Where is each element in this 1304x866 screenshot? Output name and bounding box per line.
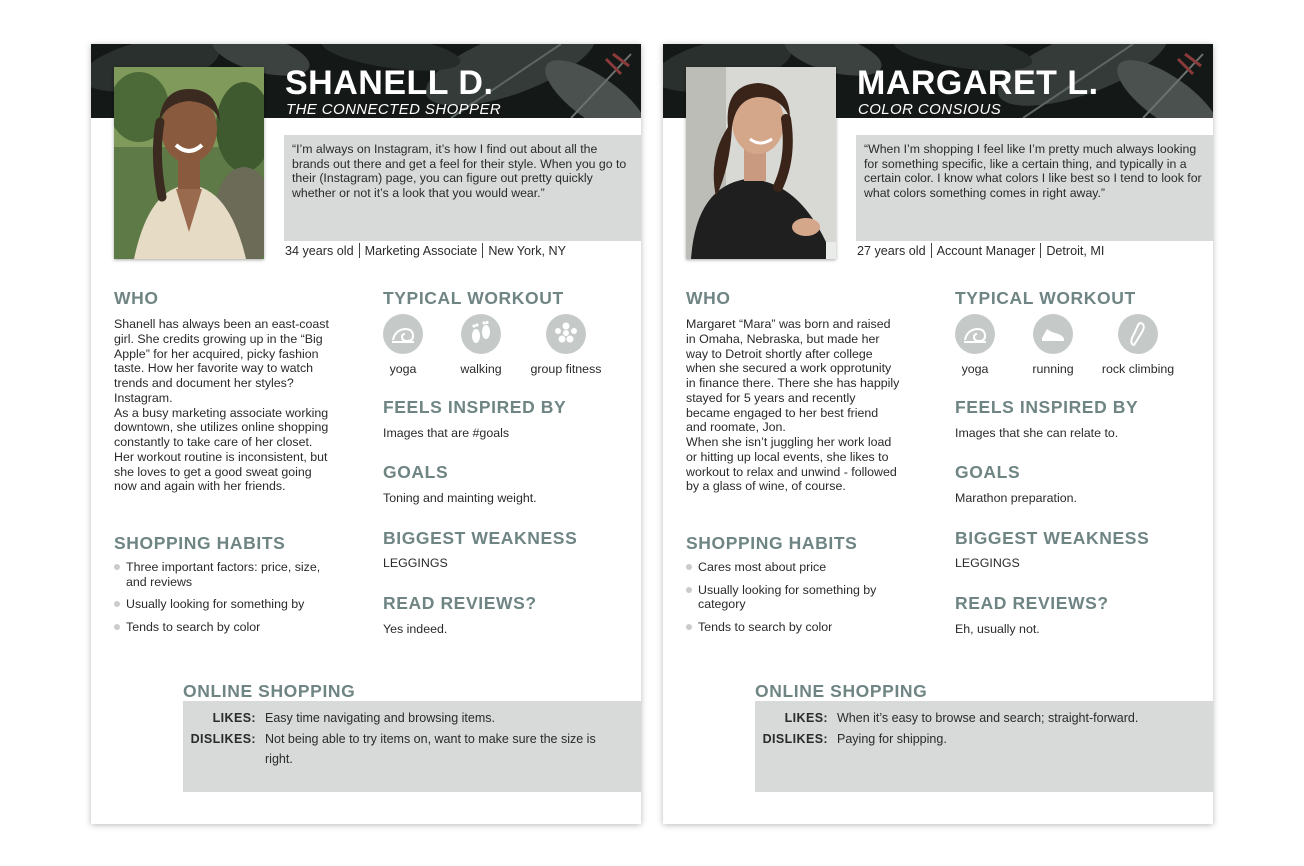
workout-label: group fitness — [530, 362, 602, 376]
who-paragraph: Shanell has always been an east-coast girl. She credits growing up in the “Big Apple” for her acquired, picky fashion taste. How her favorite way to watch trends and document her styles? Instagram. — [114, 317, 329, 405]
persona-job: Account Manager — [936, 244, 1036, 258]
likes-label: LIKES: — [784, 711, 828, 725]
persona-location: Detroit, MI — [1046, 244, 1105, 258]
feels-inspired-heading: FEELS INSPIRED BY — [955, 397, 1139, 417]
dislikes-label: DISLIKES: — [190, 732, 256, 746]
read-reviews-text: Yes indeed. — [383, 622, 448, 636]
shopping-habits-list — [686, 560, 911, 642]
persona-demographics — [857, 243, 1104, 258]
biggest-weakness-text: LEGGINGS — [383, 556, 448, 570]
persona-demographics — [285, 243, 566, 258]
workout-label: rock climbing — [1101, 362, 1175, 376]
typical-workout-heading: TYPICAL WORKOUT — [383, 288, 564, 308]
who-text — [686, 317, 901, 494]
workout-label: yoga — [961, 362, 989, 376]
footprints-icon — [461, 314, 501, 354]
shopping-habits-heading: SHOPPING HABITS — [686, 533, 858, 553]
persona-job: Marketing Associate — [364, 244, 478, 258]
persona-name: SHANELL D. — [285, 64, 494, 102]
bullet-icon — [686, 587, 692, 593]
workout-item — [358, 314, 448, 376]
feels-inspired-heading: FEELS INSPIRED BY — [383, 397, 567, 417]
online-shopping-panel — [755, 701, 1213, 792]
bullet-icon — [114, 601, 120, 607]
list-item: Tends to search by color — [114, 620, 339, 635]
likes-label: LIKES: — [212, 711, 256, 725]
bullet-icon — [114, 564, 120, 570]
divider — [931, 243, 932, 258]
dislikes-text: Paying for shipping. — [837, 732, 947, 746]
read-reviews-heading: READ REVIEWS? — [383, 593, 537, 613]
goals-text: Toning and mainting weight. — [383, 491, 537, 505]
list-item: Three important factors: price, size, and reviews — [114, 560, 339, 589]
persona-card-shanell — [91, 44, 641, 824]
online-shopping-heading: ONLINE SHOPPING — [755, 681, 928, 701]
shopping-habits-list — [114, 560, 339, 642]
goals-heading: GOALS — [955, 462, 1021, 482]
read-reviews-heading: READ REVIEWS? — [955, 593, 1109, 613]
climbing-icon — [1118, 314, 1158, 354]
read-reviews-text: Eh, usually not. — [955, 622, 1040, 636]
list-item: Usually looking for something by — [114, 597, 339, 612]
likes-text: Easy time navigating and browsing items. — [265, 711, 495, 725]
persona-age: 34 years old — [285, 244, 354, 258]
who-paragraph: When she isn’t juggling her work load or hitting up local events, she likes to workout to relax and unwind - followed by a glass of wine, of course. — [686, 435, 897, 494]
workout-label: running — [1032, 362, 1074, 376]
persona-photo — [114, 67, 264, 259]
biggest-weakness-heading: BIGGEST WEAKNESS — [955, 528, 1150, 548]
shoe-icon — [1033, 314, 1073, 354]
persona-quote: “When I’m shopping I feel like I’m pretty much always looking for something specific, like a certain thing, and typically in a certain color. I know what colors I like best so I tend to look for what colors something comes in right away.” — [856, 135, 1213, 241]
yoga-icon — [383, 314, 423, 354]
bullet-icon — [686, 624, 692, 630]
workout-item — [1008, 314, 1098, 376]
workout-item — [1093, 314, 1183, 376]
persona-age: 27 years old — [857, 244, 926, 258]
who-heading: WHO — [686, 288, 731, 308]
persona-photo — [686, 67, 836, 259]
online-shopping-panel — [183, 701, 641, 792]
divider — [482, 243, 483, 258]
workout-label: yoga — [389, 362, 417, 376]
typical-workout-heading: TYPICAL WORKOUT — [955, 288, 1136, 308]
persona-card-margaret — [663, 44, 1213, 824]
who-heading: WHO — [114, 288, 159, 308]
goals-text: Marathon preparation. — [955, 491, 1077, 505]
who-text — [114, 317, 329, 494]
yoga-icon — [955, 314, 995, 354]
shopping-habits-heading: SHOPPING HABITS — [114, 533, 286, 553]
bullet-icon — [686, 564, 692, 570]
list-item: Cares most about price — [686, 560, 911, 575]
dislikes-label: DISLIKES: — [762, 732, 828, 746]
divider — [1040, 243, 1041, 258]
who-paragraph: As a busy marketing associate working downtown, she utilizes online shopping constantly to take care of her closet. — [114, 405, 329, 449]
group-icon — [546, 314, 586, 354]
persona-subtitle: THE CONNECTED SHOPPER — [286, 101, 502, 118]
workout-item — [521, 314, 611, 376]
persona-subtitle: COLOR CONSIOUS — [858, 101, 1002, 118]
biggest-weakness-heading: BIGGEST WEAKNESS — [383, 528, 578, 548]
workout-item — [436, 314, 526, 376]
workout-item — [930, 314, 1020, 376]
feels-inspired-text: Images that she can relate to. — [955, 426, 1119, 440]
feels-inspired-text: Images that are #goals — [383, 426, 510, 440]
workout-label: walking — [460, 362, 502, 376]
list-item: Tends to search by color — [686, 620, 911, 635]
goals-heading: GOALS — [383, 462, 449, 482]
persona-quote: “I’m always on Instagram, it’s how I find out about all the brands out there and get a feel for their style. When you go to their (Instagram) page, you can figure out pretty quickly whether or not it’s a look that you would wear.” — [284, 135, 641, 241]
bullet-icon — [114, 624, 120, 630]
list-item: Usually looking for something by category — [686, 583, 911, 612]
persona-location: New York, NY — [488, 244, 567, 258]
persona-name: MARGARET L. — [857, 64, 1099, 102]
biggest-weakness-text: LEGGINGS — [955, 556, 1020, 570]
likes-text: When it’s easy to browse and search; straight-forward. — [837, 711, 1139, 725]
online-shopping-heading: ONLINE SHOPPING — [183, 681, 356, 701]
who-paragraph: Her workout routine is inconsistent, but she loves to get a good sweat going now and again with her friends. — [114, 449, 328, 494]
divider — [359, 243, 360, 258]
dislikes-text: Not being able to try items on, want to make sure the size is right. — [265, 732, 596, 766]
who-paragraph: Margaret “Mara” was born and raised in Omaha, Nebraska, but made her way to Detroit shortly after college when she secured a work opprotunity in finance there. There she has happily stayed for 5 years and recently became engaged to her best friend and roomate, Jon. — [686, 317, 900, 435]
